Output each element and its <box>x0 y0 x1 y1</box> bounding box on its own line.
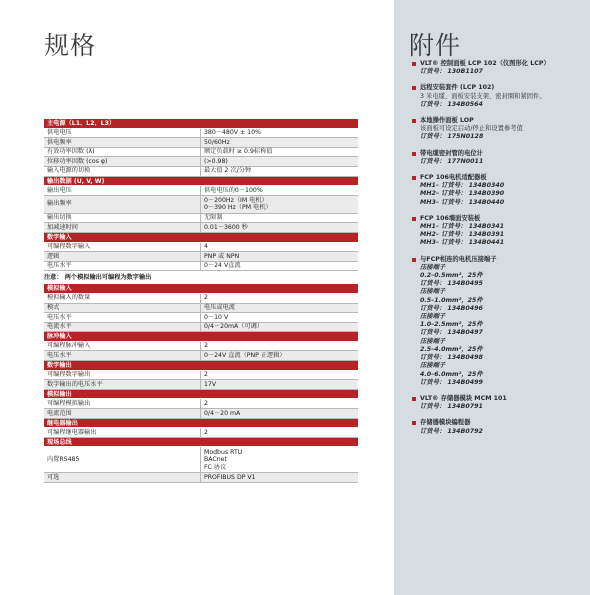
spec-value-line: FC 协议 <box>204 463 227 471</box>
order-number: 订货号： 134B0499 <box>420 378 483 386</box>
spec-row <box>44 223 358 233</box>
spec-value <box>200 428 358 437</box>
bullet-icon <box>412 62 416 66</box>
spec-section-header: 模拟输出 <box>44 390 358 400</box>
spec-table <box>44 119 358 483</box>
spec-value-line: 0－24V 直流（PNP 正逻辑） <box>204 351 286 359</box>
spec-row <box>44 428 358 438</box>
order-number: MH2– 订货号： 134B0391 <box>420 231 505 239</box>
spec-label: 可编程模拟输出 <box>47 399 91 407</box>
spec-value-line: 0－200Hz（IM 电机） <box>204 196 268 204</box>
spec-section-header: 输出数据 (U, V, W) <box>44 177 358 187</box>
spec-row <box>44 409 358 419</box>
spec-section-header: 数字输出 <box>44 361 358 371</box>
order-number: 压接端子 <box>420 288 446 296</box>
spec-label: 电压水平 <box>47 262 72 270</box>
spec-label: 模拟输入的数量 <box>47 294 91 302</box>
spec-value <box>200 304 358 313</box>
accessory-title: 与FCP相连的电机压接端子 <box>420 255 497 263</box>
spec-value <box>200 399 358 408</box>
spec-row <box>44 157 358 167</box>
bullet-icon <box>412 397 416 401</box>
order-number: MH1– 订货号： 134B0340 <box>420 182 505 190</box>
accessory-title: FCP 106墙面安装板 <box>420 214 481 222</box>
bullet-icon <box>412 217 416 221</box>
spec-value <box>200 214 358 223</box>
spec-row <box>44 243 358 253</box>
accessory-item <box>412 117 584 142</box>
bullet-icon <box>412 86 416 90</box>
spec-label: 电压水平 <box>47 313 72 321</box>
spec-row <box>44 304 358 314</box>
spec-value-line: 17V <box>204 380 217 388</box>
spec-value <box>200 447 358 472</box>
spec-value <box>200 323 358 332</box>
spec-label: 输出频率 <box>47 200 72 208</box>
order-number: 压接端子 <box>420 362 446 370</box>
spec-label: 逻辑 <box>47 252 60 260</box>
spec-value-line: 0/4－20 mA <box>204 409 241 417</box>
order-number: 订货号： 134B0791 <box>420 403 483 411</box>
spec-value-line: 0－390 Hz（PM 电机） <box>204 204 272 212</box>
accessory-item <box>412 84 584 109</box>
order-number: 订货号： 130B1107 <box>420 68 483 76</box>
order-number: MH3– 订货号： 134B0440 <box>420 198 505 206</box>
spec-label: 位移功率因数 (cos φ) <box>47 157 108 165</box>
spec-value <box>200 167 358 176</box>
accessory-title: VLT® 控制面板 LCP 102（仪图形化 LCP） <box>420 60 550 67</box>
spec-label: 供电频率 <box>47 138 72 146</box>
spec-value <box>200 223 358 232</box>
order-number: 订货号： 134B0792 <box>420 427 483 435</box>
spec-label: 输入电源的切换 <box>47 167 91 175</box>
spec-value-line: 最大值 2 次/分钟 <box>204 167 252 175</box>
spec-value <box>200 409 358 418</box>
accessory-item <box>412 215 584 248</box>
spec-value-line: 0－24 V直流 <box>204 262 241 270</box>
spec-row <box>44 473 358 483</box>
accessory-item <box>412 60 584 76</box>
spec-value <box>200 157 358 166</box>
spec-value <box>200 186 358 195</box>
spec-label: 数字输出的电压水平 <box>47 380 103 388</box>
spec-row <box>44 351 358 361</box>
spec-section-header: 脉冲输入 <box>44 332 358 342</box>
order-number: 订货号： 134B0496 <box>420 304 483 312</box>
order-number: MH2– 订货号： 134B0390 <box>420 190 505 198</box>
accessory-title: FCP 106电机适配器板 <box>420 174 487 182</box>
spec-label: 可选 <box>47 473 60 481</box>
bullet-icon <box>412 119 416 123</box>
spec-label: 电流水平 <box>47 323 72 331</box>
accessory-title: 带电缆密封管的电位计 <box>420 149 483 157</box>
spec-note: 注意： 两个模拟输出可编程为数字输出 <box>44 274 152 282</box>
spec-value-line: BACnet <box>204 456 227 464</box>
spec-row <box>44 399 358 409</box>
accessories-title: 附件 <box>409 31 462 60</box>
spec-label: 供电电压 <box>47 129 72 137</box>
spec-label: 可编程数字输出 <box>47 371 91 379</box>
order-number: 2.5–4.0mm²，25件 <box>420 345 483 353</box>
spec-value-line: 电压或电流 <box>204 304 235 311</box>
spec-value-line: 额定负载时 ≥ 0.9标称值 <box>204 148 273 156</box>
spec-row <box>44 196 358 214</box>
spec-value-line: 2 <box>204 342 208 350</box>
accessory-description: 该面板可设定启动/停止和设置参考值 <box>420 125 523 133</box>
spec-row <box>44 129 358 139</box>
spec-value-line: 2 <box>204 294 208 302</box>
order-number: 压接端子 <box>420 263 446 271</box>
order-number: 订货号： 134B0497 <box>420 329 483 337</box>
spec-label: 可编程数字输入 <box>47 243 91 251</box>
order-number: 0.2–0.5mm²，25件 <box>420 272 483 280</box>
spec-value-line: 供电电压的0－100% <box>204 186 263 194</box>
spec-section-header: 主电源（L1、L2、L3） <box>44 119 358 129</box>
spec-value-line: 2 <box>204 371 208 379</box>
order-number: 4.0–6.0mm²，25件 <box>420 370 483 378</box>
order-number: 1.0–2.5mm²，25件 <box>420 321 483 329</box>
bullet-icon <box>412 258 416 262</box>
spec-label: 可编程脉冲输入 <box>47 342 91 350</box>
spec-row <box>44 323 358 333</box>
spec-row <box>44 167 358 177</box>
order-number: 压接端子 <box>420 313 446 321</box>
spec-label: 输出切换 <box>47 214 72 222</box>
order-number: 订货号： 134B0495 <box>420 280 483 288</box>
spec-label: 内置RS485 <box>47 456 80 464</box>
spec-row <box>44 252 358 262</box>
spec-value <box>200 129 358 138</box>
order-number: 订货号： 134B0564 <box>420 100 483 108</box>
bullet-icon <box>412 421 416 425</box>
spec-row <box>44 380 358 390</box>
spec-value <box>200 313 358 322</box>
spec-row <box>44 313 358 323</box>
spec-label: 输出电压 <box>47 186 72 194</box>
accessory-item <box>412 395 584 411</box>
order-number: MH3– 订货号： 134B0441 <box>420 239 505 247</box>
spec-value-line: 2 <box>204 399 208 407</box>
accessories-panel <box>394 0 590 595</box>
spec-value-line: Modbus RTU <box>204 448 243 456</box>
accessory-description: 3 米电缆、面板安装支架、密封圈和紧固件。 <box>420 92 546 100</box>
order-number: 订货号： 177N0011 <box>420 157 484 165</box>
spec-value-line: 50/60Hz <box>204 138 230 146</box>
spec-row <box>44 186 358 196</box>
accessories-list <box>412 60 584 444</box>
spec-label: 加减速时间 <box>47 223 78 231</box>
spec-value-line: 0－10 V <box>204 313 229 321</box>
accessory-title: 远程安装套件 (LCP 102) <box>420 84 495 92</box>
spec-value <box>200 196 358 213</box>
accessory-title: 本地操作面板 LOP <box>420 117 474 125</box>
spec-value-line: (>0.98) <box>204 157 228 165</box>
spec-row <box>44 342 358 352</box>
spec-section-header: 现场总线 <box>44 438 358 448</box>
spec-value <box>200 243 358 252</box>
spec-value <box>200 473 358 482</box>
order-number: 压接端子 <box>420 337 446 345</box>
spec-value <box>200 380 358 389</box>
spec-value <box>200 138 358 147</box>
spec-value-line: 380－480V ± 10% <box>204 129 261 137</box>
accessory-item <box>412 150 584 166</box>
accessory-item <box>412 256 584 387</box>
bullet-icon <box>412 176 416 180</box>
spec-value-line: 0/4－20mA（可调） <box>204 323 264 331</box>
spec-label: 模式 <box>47 304 60 311</box>
order-number: 0.5–1.0mm²，25件 <box>420 296 483 304</box>
accessory-item <box>412 419 584 435</box>
spec-value-line: 无限制 <box>204 214 223 222</box>
spec-value <box>200 351 358 360</box>
spec-value-line: 0.01－3600 秒 <box>204 223 248 231</box>
spec-value <box>200 294 358 303</box>
spec-section-header: 数字输入 <box>44 233 358 243</box>
spec-row <box>44 214 358 224</box>
spec-value <box>200 252 358 261</box>
spec-value <box>200 262 358 271</box>
specifications-title: 规格 <box>44 31 97 60</box>
order-number: MH1– 订货号： 134B0341 <box>420 223 505 231</box>
spec-value-line: PNP 或 NPN <box>204 252 240 260</box>
spec-value <box>200 342 358 351</box>
accessory-title: VLT® 存储器模块 MCM 101 <box>420 394 507 402</box>
order-number: 订货号： 134B0498 <box>420 354 483 362</box>
spec-row <box>44 262 358 272</box>
accessory-title: 存储器模块编程器 <box>420 419 471 427</box>
accessory-item <box>412 174 584 207</box>
spec-label: 可编程继电器输出 <box>47 428 97 436</box>
spec-section-header: 模拟输入 <box>44 284 358 294</box>
spec-value-line: 2 <box>204 428 208 436</box>
spec-value-line: PROFIBUS DP V1 <box>204 473 256 481</box>
spec-row <box>44 447 358 473</box>
order-number: 订货号： 175N0128 <box>420 133 484 141</box>
spec-value-line: 4 <box>204 243 208 251</box>
spec-row <box>44 294 358 304</box>
spec-label: 电压水平 <box>47 351 72 359</box>
spec-label: 有效功率因数 (λ) <box>47 148 95 156</box>
spec-value <box>200 148 358 157</box>
spec-label: 电流范围 <box>47 409 72 417</box>
bullet-icon <box>412 152 416 156</box>
spec-section-header: 继电器输出 <box>44 419 358 429</box>
spec-value <box>200 371 358 380</box>
